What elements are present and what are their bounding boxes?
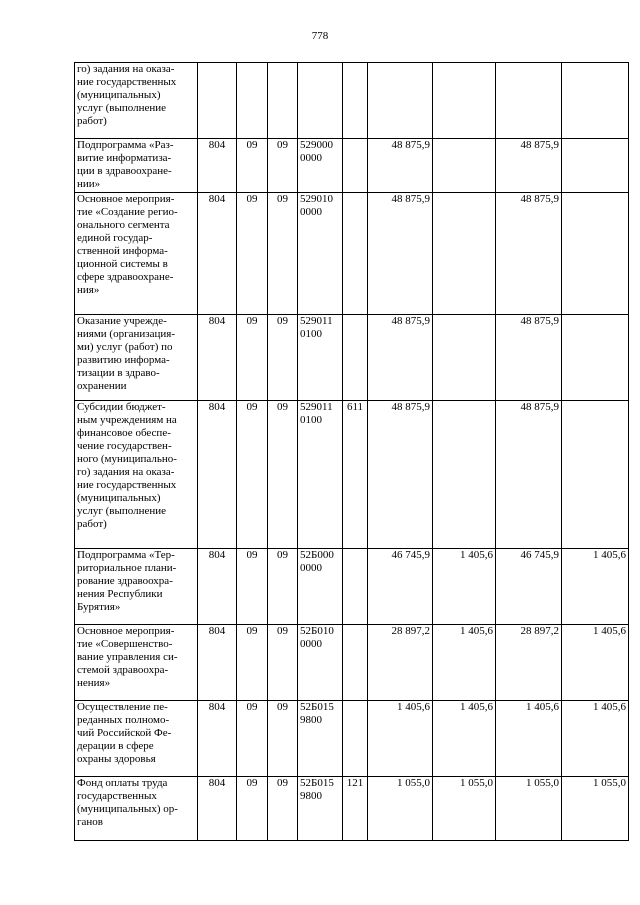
item-name-line: го) задания на оказа- (77, 466, 175, 478)
section-code-cell (237, 63, 268, 139)
table-row (75, 139, 629, 193)
item-name-line: услуг (выполнение (77, 102, 167, 114)
total-amount-2-cell: 28 897,2 (496, 625, 562, 701)
item-name-cell (75, 777, 198, 841)
item-name-line: развитию информа- (77, 354, 170, 366)
section-code-cell: 09 (237, 193, 268, 315)
item-name-line: ния» (77, 284, 100, 296)
expense-type-cell (343, 63, 368, 139)
ministry-code-cell: 804 (198, 315, 237, 401)
federal-amount-2-cell: 1 055,0 (562, 777, 629, 841)
item-name-line: Бурятия» (77, 601, 121, 613)
target-article-part-2: 0000 (300, 206, 322, 218)
table-row (75, 625, 629, 701)
item-name-line: реданных полномо- (77, 714, 170, 726)
federal-amount-2-cell: 1 405,6 (562, 701, 629, 777)
total-amount-cell: 28 897,2 (368, 625, 433, 701)
item-name-line: Основное мероприя- (77, 193, 175, 205)
item-name-line: тие «Создание регио- (77, 206, 178, 218)
item-name-line: тие «Совершенство- (77, 638, 173, 650)
section-code-cell: 09 (237, 315, 268, 401)
table-row (75, 701, 629, 777)
item-name-line: вание управления си- (77, 651, 178, 663)
item-name-line: дерации в сфере (77, 740, 154, 752)
item-name-line: ственной информа- (77, 245, 168, 257)
ministry-code-cell: 804 (198, 777, 237, 841)
expense-type-cell (343, 193, 368, 315)
item-name-line: сфере здравоохране- (77, 271, 174, 283)
item-name-line: (муниципальных) (77, 492, 161, 504)
total-amount-cell: 48 875,9 (368, 139, 433, 193)
table-row (75, 401, 629, 549)
ministry-code-cell: 804 (198, 701, 237, 777)
target-article-part-2: 9800 (300, 790, 322, 802)
federal-amount-cell (433, 193, 496, 315)
target-article-cell (298, 625, 343, 701)
item-name-cell (75, 139, 198, 193)
item-name-line: работ) (77, 115, 107, 127)
target-article-part-1: 52Б015 (300, 777, 334, 789)
total-amount-2-cell: 48 875,9 (496, 315, 562, 401)
federal-amount-2-cell: 1 405,6 (562, 625, 629, 701)
item-name-cell (75, 401, 198, 549)
total-amount-2-cell: 1 405,6 (496, 701, 562, 777)
total-amount-cell: 48 875,9 (368, 193, 433, 315)
expense-type-cell (343, 701, 368, 777)
subsection-code-cell: 09 (268, 193, 298, 315)
section-code-cell: 09 (237, 139, 268, 193)
federal-amount-2-cell (562, 315, 629, 401)
ministry-code-cell: 804 (198, 625, 237, 701)
item-name-line: нения Республики (77, 588, 163, 600)
section-code-cell: 09 (237, 701, 268, 777)
target-article-part-1: 52Б010 (300, 625, 334, 637)
subsection-code-cell: 09 (268, 139, 298, 193)
federal-amount-2-cell: 1 405,6 (562, 549, 629, 625)
total-amount-cell: 1 405,6 (368, 701, 433, 777)
table-row (75, 777, 629, 841)
item-name-line: услуг (выполнение (77, 505, 167, 517)
subsection-code-cell: 09 (268, 549, 298, 625)
target-article-part-2: 0100 (300, 414, 322, 426)
total-amount-2-cell: 48 875,9 (496, 401, 562, 549)
total-amount-cell (368, 63, 433, 139)
item-name-line: единой государ- (77, 232, 153, 244)
item-name-cell (75, 549, 198, 625)
budget-table-body (75, 63, 629, 841)
target-article-part-1: 529000 (300, 139, 333, 151)
federal-amount-cell: 1 055,0 (433, 777, 496, 841)
item-name-line: витие информатиза- (77, 152, 172, 164)
item-name-line: государственных (77, 790, 157, 802)
item-name-line: Осуществление пе- (77, 701, 168, 713)
target-article-cell (298, 63, 343, 139)
federal-amount-cell: 1 405,6 (433, 625, 496, 701)
target-article-cell (298, 401, 343, 549)
table-row (75, 315, 629, 401)
section-code-cell: 09 (237, 625, 268, 701)
item-name-line: рование здравоохра- (77, 575, 173, 587)
total-amount-cell: 48 875,9 (368, 401, 433, 549)
item-name-line: онального сегмента (77, 219, 170, 231)
item-name-line: тизации в здраво- (77, 367, 160, 379)
section-code-cell: 09 (237, 549, 268, 625)
target-article-part-2: 0100 (300, 328, 322, 340)
federal-amount-cell (433, 315, 496, 401)
target-article-cell (298, 315, 343, 401)
target-article-part-1: 52Б000 (300, 549, 334, 561)
federal-amount-2-cell (562, 139, 629, 193)
table-row (75, 63, 629, 139)
item-name-line: Основное мероприя- (77, 625, 175, 637)
item-name-line: ганов (77, 816, 103, 828)
item-name-line: нии» (77, 178, 101, 190)
item-name-line: охранении (77, 380, 127, 392)
federal-amount-2-cell (562, 193, 629, 315)
item-name-line: ционной системы в (77, 258, 168, 270)
federal-amount-cell (433, 63, 496, 139)
ministry-code-cell (198, 63, 237, 139)
subsection-code-cell: 09 (268, 315, 298, 401)
expense-type-cell (343, 139, 368, 193)
total-amount-cell: 1 055,0 (368, 777, 433, 841)
item-name-line: ние государственных (77, 76, 177, 88)
federal-amount-cell (433, 139, 496, 193)
total-amount-cell: 46 745,9 (368, 549, 433, 625)
subsection-code-cell: 09 (268, 701, 298, 777)
federal-amount-cell (433, 401, 496, 549)
target-article-cell (298, 193, 343, 315)
item-name-line: Фонд оплаты труда (77, 777, 168, 789)
target-article-part-2: 9800 (300, 714, 322, 726)
target-article-part-1: 529011 (300, 401, 333, 413)
expense-type-cell: 121 (343, 777, 368, 841)
item-name-cell (75, 625, 198, 701)
section-code-cell: 09 (237, 777, 268, 841)
item-name-line: ного (муниципально- (77, 453, 177, 465)
item-name-line: чий Российской Фе- (77, 727, 172, 739)
total-amount-cell: 48 875,9 (368, 315, 433, 401)
target-article-cell (298, 139, 343, 193)
total-amount-2-cell: 1 055,0 (496, 777, 562, 841)
ministry-code-cell: 804 (198, 401, 237, 549)
item-name-line: Оказание учрежде- (77, 315, 167, 327)
subsection-code-cell: 09 (268, 625, 298, 701)
federal-amount-cell: 1 405,6 (433, 701, 496, 777)
total-amount-2-cell: 46 745,9 (496, 549, 562, 625)
expense-type-cell (343, 549, 368, 625)
target-article-cell (298, 549, 343, 625)
expense-type-cell: 611 (343, 401, 368, 549)
item-name-line: Подпрограмма «Тер- (77, 549, 175, 561)
item-name-cell (75, 193, 198, 315)
item-name-line: риториальное плани- (77, 562, 177, 574)
item-name-line: стемой здравоохра- (77, 664, 169, 676)
total-amount-2-cell (496, 63, 562, 139)
target-article-cell (298, 777, 343, 841)
subsection-code-cell: 09 (268, 777, 298, 841)
item-name-line: ниями (организация- (77, 328, 175, 340)
subsection-code-cell (268, 63, 298, 139)
target-article-part-1: 52Б015 (300, 701, 334, 713)
target-article-cell (298, 701, 343, 777)
item-name-line: нения» (77, 677, 111, 689)
ministry-code-cell: 804 (198, 139, 237, 193)
expense-type-cell (343, 625, 368, 701)
item-name-line: чение государствен- (77, 440, 172, 452)
item-name-cell (75, 701, 198, 777)
item-name-line: го) задания на оказа- (77, 63, 175, 75)
budget-table (74, 62, 629, 841)
page-number: 778 (311, 30, 329, 42)
item-name-line: ми) услуг (работ) по (77, 341, 173, 353)
item-name-line: работ) (77, 518, 107, 530)
item-name-line: ние государственных (77, 479, 177, 491)
target-article-part-2: 0000 (300, 152, 322, 164)
item-name-line: ным учреждениям на (77, 414, 177, 426)
federal-amount-cell: 1 405,6 (433, 549, 496, 625)
item-name-line: (муниципальных) ор- (77, 803, 178, 815)
target-article-part-1: 529010 (300, 193, 333, 205)
table-row (75, 193, 629, 315)
federal-amount-2-cell (562, 401, 629, 549)
ministry-code-cell: 804 (198, 549, 237, 625)
expense-type-cell (343, 315, 368, 401)
target-article-part-2: 0000 (300, 638, 322, 650)
target-article-part-1: 529011 (300, 315, 333, 327)
total-amount-2-cell: 48 875,9 (496, 193, 562, 315)
item-name-cell (75, 315, 198, 401)
item-name-line: (муниципальных) (77, 89, 161, 101)
federal-amount-2-cell (562, 63, 629, 139)
target-article-part-2: 0000 (300, 562, 322, 574)
ministry-code-cell: 804 (198, 193, 237, 315)
total-amount-2-cell: 48 875,9 (496, 139, 562, 193)
subsection-code-cell: 09 (268, 401, 298, 549)
item-name-line: ции в здравоохране- (77, 165, 172, 177)
item-name-line: Субсидии бюджет- (77, 401, 166, 413)
item-name-line: Подпрограмма «Раз- (77, 139, 174, 151)
item-name-line: охраны здоровья (77, 753, 156, 765)
item-name-line: финансовое обеспе- (77, 427, 171, 439)
item-name-cell (75, 63, 198, 139)
table-row (75, 549, 629, 625)
section-code-cell: 09 (237, 401, 268, 549)
